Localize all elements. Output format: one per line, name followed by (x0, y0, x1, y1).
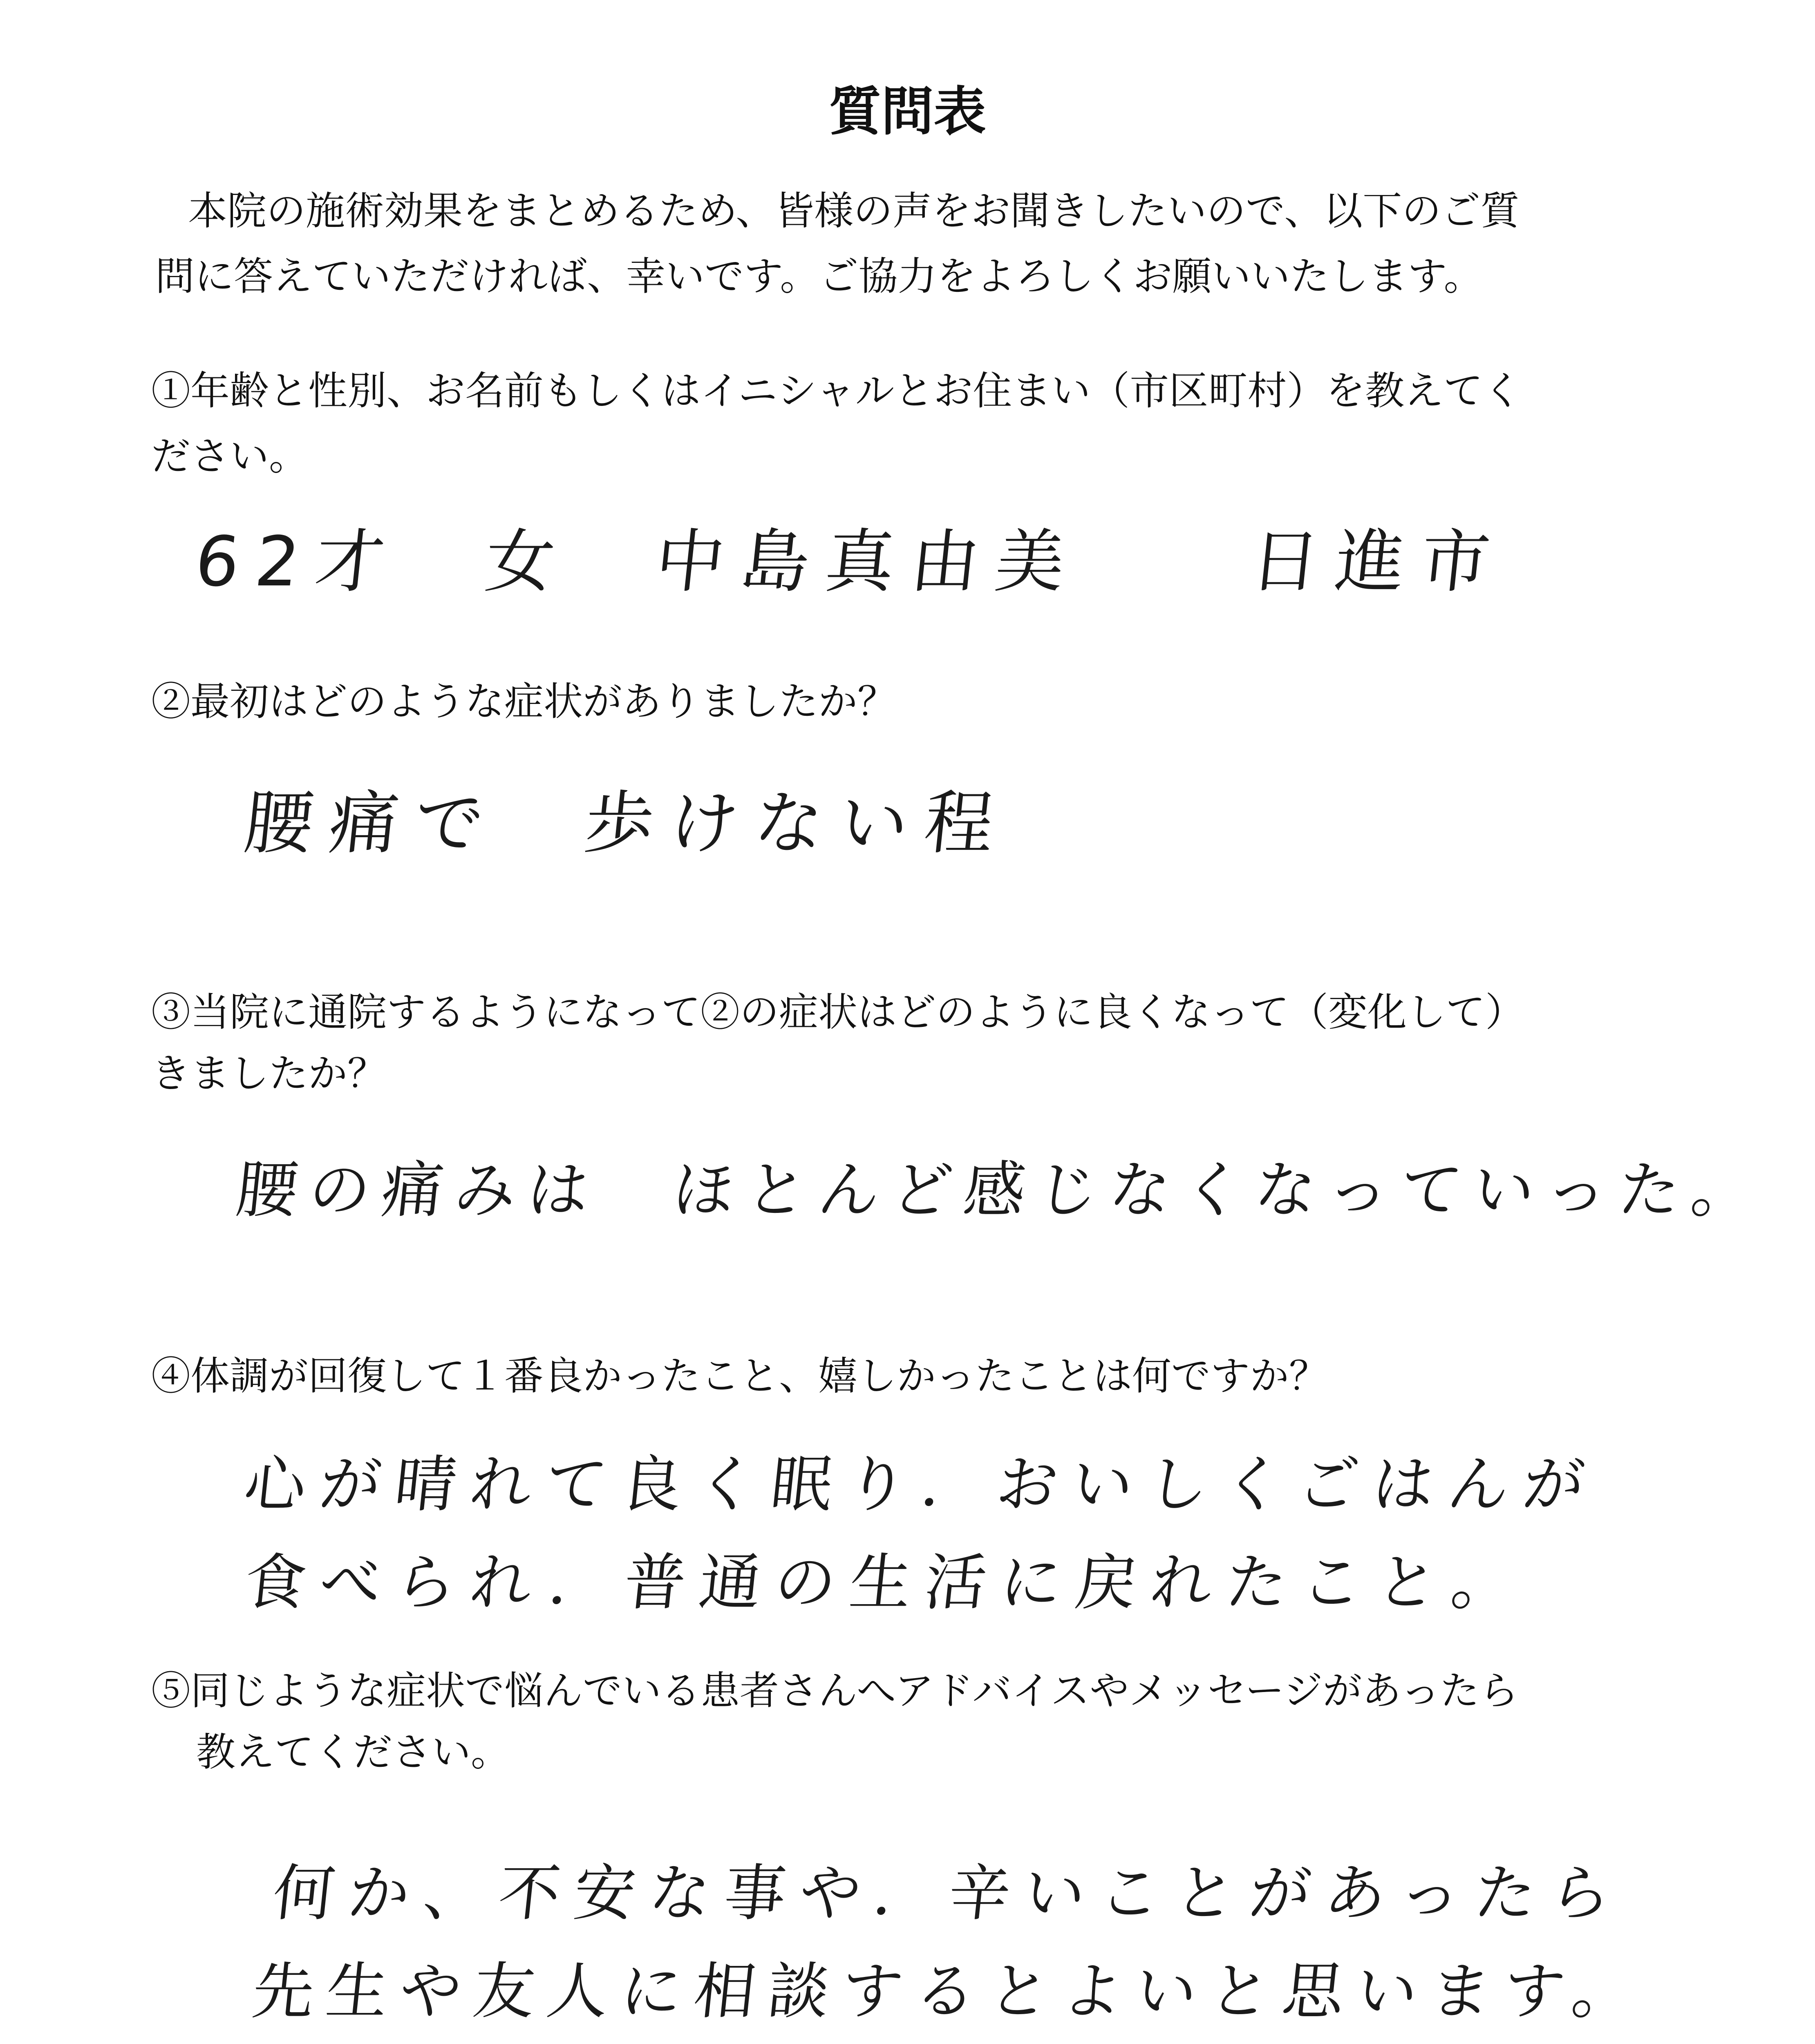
answer-2: 腰痛で 歩けない程 (240, 783, 1014, 863)
answer-3: 腰の痛みは ほとんど感じなくなっていった。 (233, 1155, 1768, 1226)
question-1-line-1: ①年齢と性別、お名前もしくはイニシャルとお住まい（市区町村）を教えてく (151, 368, 1522, 414)
question-2: ②最初はどのような症状がありましたか？ (151, 679, 897, 724)
question-3-line-1: ③当院に通院するようになって②の症状はどのように良くなって（変化して） (151, 989, 1524, 1035)
question-5-line-1: ⑤同じような症状で悩んでいる患者さんへアドバイスやメッセージがあったら (151, 1668, 1519, 1714)
answer-5-line-2: 先生や友人に相談するとよいと思います。 (249, 1956, 1649, 2027)
question-1-line-2: ださい。 (151, 433, 308, 479)
answer-4-line-1: 心が晴れて良く眠り．おいしくごはんが (241, 1449, 1602, 1520)
intro-line-2: 問に答えていただければ、幸いです。ご協力をよろしくお願いいたします。 (155, 253, 1483, 299)
answer-5-line-1: 何か、不安な事や．辛いことがあったら (269, 1858, 1629, 1929)
question-4: ④体調が回復して１番良かったこと、嬉しかったことは何ですか？ (151, 1353, 1328, 1399)
question-3-line-2: きましたか？ (151, 1051, 387, 1096)
answer-4-line-2: 食べられ．普通の生活に戻れたこと。 (241, 1547, 1531, 1618)
answer-1: 62才 女 中島真由美 日進市 (191, 522, 1510, 602)
intro-line-1: 本院の施術効果をまとめるため、皆様の声をお聞きしたいので、以下のご質 (188, 188, 1520, 234)
page-title: 質問表 (829, 81, 986, 142)
question-5-line-2: 教えてください。 (196, 1729, 510, 1775)
